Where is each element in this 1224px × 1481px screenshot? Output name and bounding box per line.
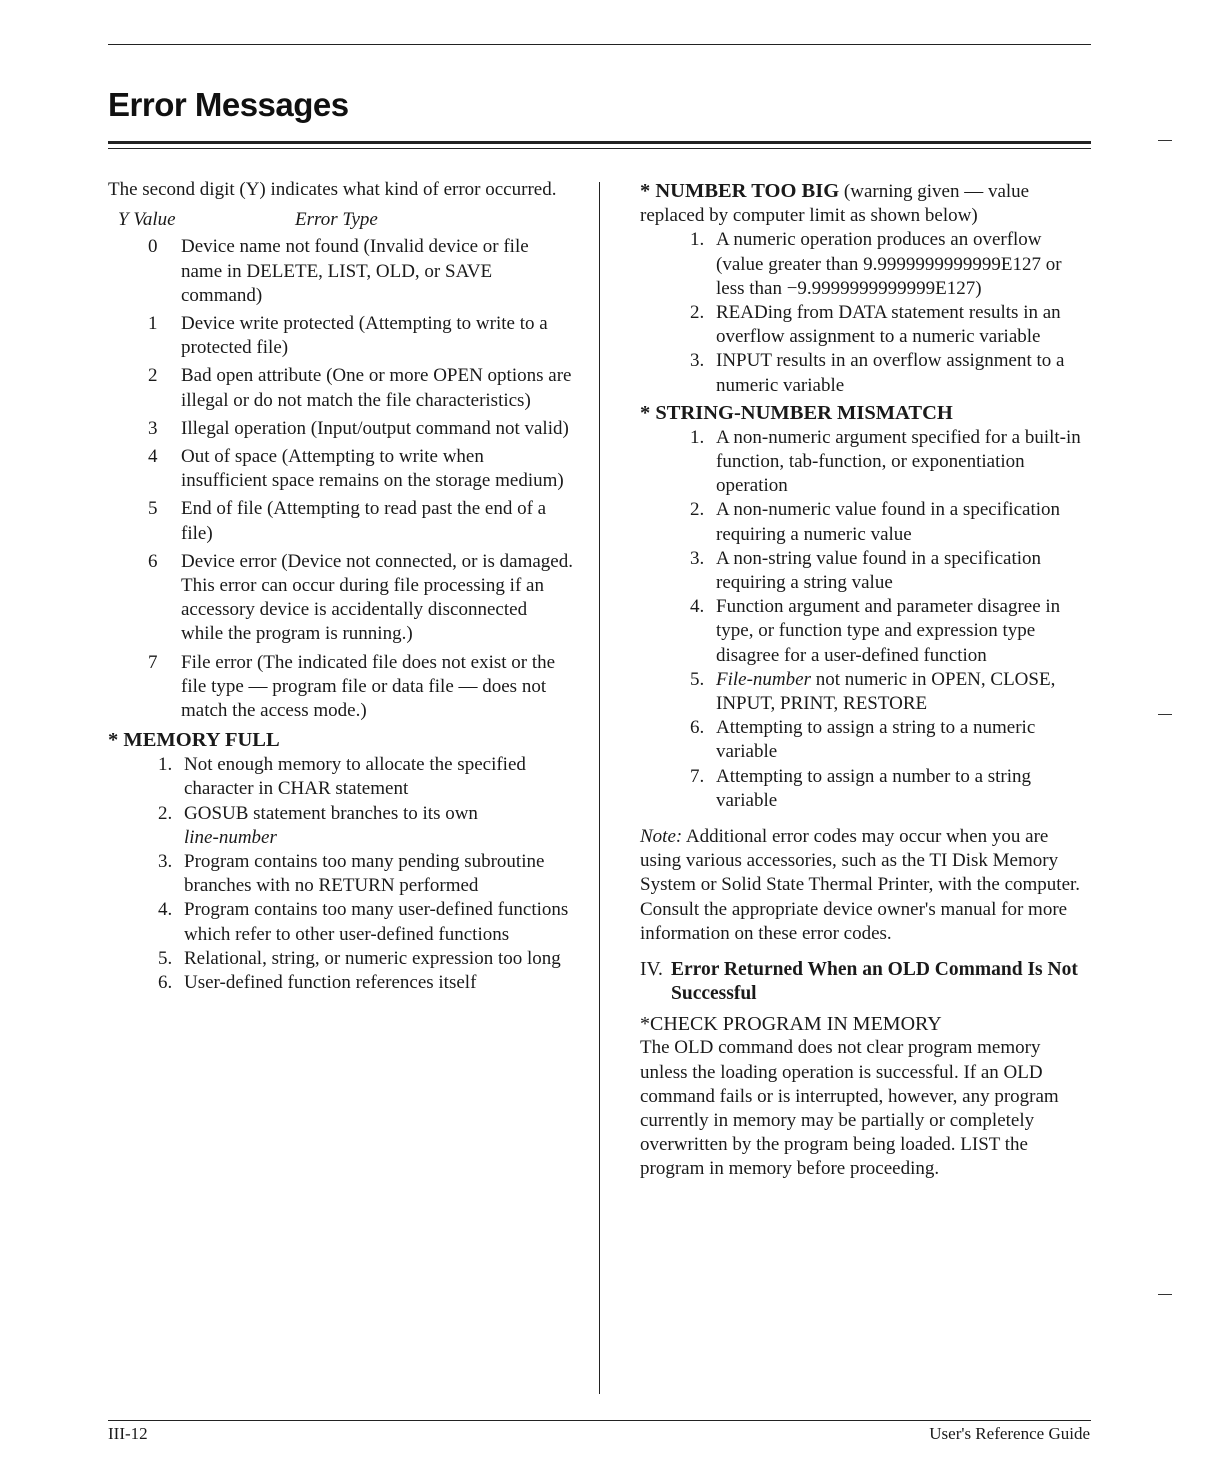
memory-full-item	[158, 947, 573, 971]
footer-rule	[108, 1420, 1091, 1421]
y-value-code: 0	[148, 236, 158, 258]
item-text: User-defined function references itself	[184, 972, 477, 994]
y-value-row	[148, 417, 573, 441]
error-type-header: Error Type	[295, 209, 378, 231]
item-text: A non-string value found in a specification requiring a string value	[716, 547, 1042, 594]
memory-full-item	[158, 802, 573, 850]
number-too-big-subtitle: (warning given — value replaced by computer limit as shown below)	[640, 181, 1030, 227]
item-number: 2.	[690, 302, 705, 324]
item-number: 2.	[158, 802, 173, 824]
string-number-mismatch-list	[690, 426, 1090, 813]
mismatch-item	[690, 716, 1090, 764]
y-value-code: 6	[148, 550, 158, 572]
right-column	[640, 178, 1090, 1182]
y-value-row	[148, 497, 573, 545]
item-number: 6.	[158, 972, 173, 994]
mismatch-item	[690, 426, 1090, 499]
section-iv-numeral: IV.	[640, 959, 663, 981]
item-number: 1.	[690, 426, 705, 448]
section-iv-heading	[640, 958, 1090, 1006]
item-text: GOSUB statement branches to its own	[184, 802, 478, 824]
title-rule-thick	[108, 141, 1091, 144]
item-text: Program contains too many user-defined functions which refer to other user-defined functions	[184, 899, 569, 945]
memory-full-item	[158, 898, 573, 946]
item-number: 3.	[690, 547, 705, 569]
title-rule-thin	[108, 148, 1091, 149]
y-value-code: 1	[148, 313, 158, 335]
memory-full-heading: * MEMORY FULL	[108, 729, 280, 752]
y-value-description: Illegal operation (Input/output command not valid)	[181, 417, 569, 439]
note-text: Additional error codes may occur when you are using various accessories, such as the TI Disk Memory System or Solid State Thermal Printer, with the computer. Consult the appropriate device owner's manual for more information on these error codes.	[640, 826, 1081, 944]
item-number: 2.	[690, 499, 705, 521]
mismatch-item	[690, 498, 1090, 546]
y-value-row	[148, 312, 573, 360]
item-text: INPUT results in an overflow assignment to a numeric variable	[716, 350, 1065, 396]
page-title: Error Messages	[108, 86, 349, 123]
memory-full-item	[158, 850, 573, 898]
mismatch-item	[690, 547, 1090, 595]
y-value-row	[148, 550, 573, 647]
y-value-description: Bad open attribute (One or more OPEN options are illegal or do not match the file characteristics)	[181, 365, 572, 411]
item-text: Program contains too many pending subroutine branches with no RETURN performed	[184, 851, 545, 897]
item-text-italic: line-number	[184, 826, 277, 848]
item-text-wrapper	[716, 668, 1090, 716]
margin-mark	[1158, 1294, 1172, 1295]
page-number: III-12	[108, 1424, 148, 1443]
y-value-description: Device name not found (Invalid device or file name in DELETE, LIST, OLD, or SAVE command)	[181, 236, 529, 306]
item-number: 3.	[158, 851, 173, 873]
check-program-heading: *CHECK PROGRAM IN MEMORY	[640, 1013, 942, 1036]
item-number: 1.	[158, 754, 173, 776]
item-text: A non-numeric value found in a specification requiring a numeric value	[716, 499, 1061, 545]
number-too-big-list	[690, 228, 1090, 397]
section-iv-title: Error Returned When an OLD Command Is Not Successful	[671, 959, 1078, 1005]
item-text: A numeric operation produces an overflow (value greater than 9.9999999999999E127 or less than −9.9999999999999E127)	[716, 229, 1062, 299]
item-text: Relational, string, or numeric expression too long	[184, 947, 561, 969]
item-number: 7.	[690, 765, 705, 787]
left-column	[108, 178, 573, 995]
mismatch-item	[690, 595, 1090, 668]
y-value-row	[148, 235, 573, 308]
section-iv-body: The OLD command does not clear program memory unless the loading operation is successful. If an OLD command fails or is interrupted, however, any program currently in memory may be partially or completely overwritten by the program being loaded. LIST the program in memory before proceeding.	[640, 1037, 1059, 1180]
y-value-code: 5	[148, 498, 158, 520]
item-text: READing from DATA statement results in an overflow assignment to a numeric variable	[716, 302, 1061, 348]
item-number: 5.	[158, 947, 173, 969]
item-text-italic: File-number	[716, 668, 811, 690]
column-divider	[599, 182, 600, 1394]
item-number: 5.	[690, 668, 705, 690]
memory-full-item	[158, 971, 573, 995]
mismatch-item	[690, 668, 1090, 716]
item-number: 1.	[690, 229, 705, 251]
note-label: Note:	[640, 826, 683, 848]
item-text: A non-numeric argument specified for a built-in function, tab-function, or exponentiation operation	[716, 426, 1081, 497]
item-number: 4.	[690, 596, 705, 618]
y-value-row	[148, 445, 573, 493]
y-value-description: File error (The indicated file does not exist or the file type — program file or data file — does not match the access mode.)	[181, 651, 556, 722]
y-value-code: 3	[148, 417, 158, 439]
memory-full-item	[158, 753, 573, 801]
number-too-big-item	[690, 228, 1090, 301]
note-paragraph	[640, 825, 1090, 946]
y-value-description: Out of space (Attempting to write when insufficient space remains on the storage medium)	[181, 446, 564, 492]
y-value-code: 7	[148, 651, 158, 673]
item-text: Attempting to assign a string to a numeric variable	[716, 717, 1036, 763]
y-value-header: Y Value	[118, 209, 176, 231]
y-value-table-header	[118, 208, 573, 232]
top-rule	[108, 44, 1091, 45]
y-value-list	[148, 235, 573, 723]
margin-mark	[1158, 140, 1172, 141]
number-too-big-item	[690, 301, 1090, 349]
y-value-code: 4	[148, 446, 158, 468]
memory-full-list	[158, 753, 573, 995]
y-value-row	[148, 651, 573, 724]
item-text: Function argument and parameter disagree in type, or function type and expression type disagree for a user-defined function	[716, 596, 1061, 666]
item-number: 6.	[690, 717, 705, 739]
y-value-description: Device error (Device not connected, or is damaged. This error can occur during file processing if an accessory device is accidentally disconnected while the program is running.)	[181, 550, 573, 645]
number-too-big-block	[640, 178, 1090, 228]
item-text: Not enough memory to allocate the specified character in CHAR statement	[184, 754, 526, 800]
item-text-wrapper	[184, 802, 573, 850]
y-value-description: Device write protected (Attempting to write to a protected file)	[181, 313, 548, 359]
y-value-code: 2	[148, 365, 158, 387]
book-title: User's Reference Guide	[929, 1424, 1090, 1443]
item-text: Attempting to assign a number to a string variable	[716, 765, 1032, 811]
item-text: not numeric in OPEN, CLOSE, INPUT, PRINT, RESTORE	[716, 668, 1056, 715]
number-too-big-heading: * NUMBER TOO BIG	[640, 180, 840, 202]
intro-text: The second digit (Y) indicates what kind of error occurred.	[108, 179, 557, 200]
string-number-mismatch-heading: * STRING-NUMBER MISMATCH	[640, 401, 953, 424]
mismatch-item	[690, 765, 1090, 813]
item-number: 3.	[690, 350, 705, 372]
item-number: 4.	[158, 899, 173, 921]
y-value-description: End of file (Attempting to read past the end of a file)	[181, 498, 547, 544]
margin-mark	[1158, 714, 1172, 715]
y-value-row	[148, 364, 573, 412]
number-too-big-item	[690, 349, 1090, 397]
